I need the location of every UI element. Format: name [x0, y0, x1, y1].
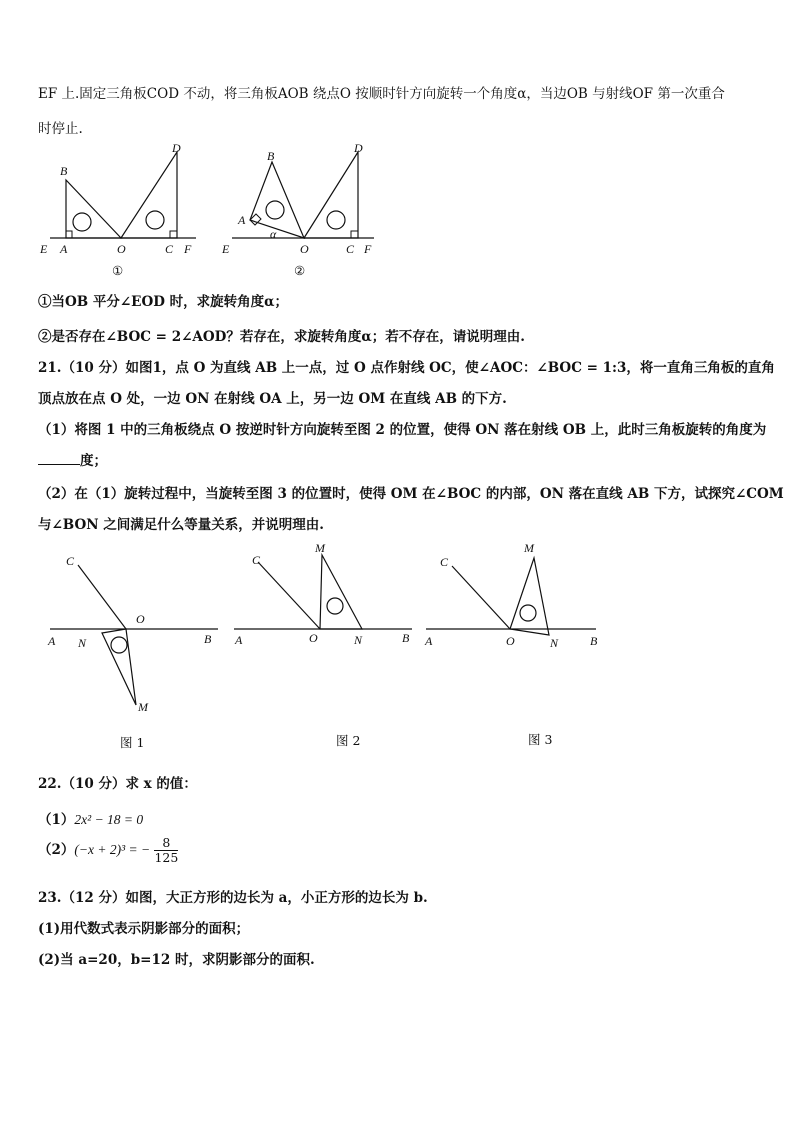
fig-c-label-o: O [506, 634, 515, 648]
q22-part2-label: （2） [38, 842, 75, 858]
q21-figure-3 [424, 540, 609, 750]
fig-c-label-m: M [524, 541, 534, 555]
fig1-label-a: A [60, 242, 68, 256]
fig1-label-d: D [172, 141, 181, 155]
q21-part1-text: （1）将图 1 中的三角板绕点 O 按逆时针方向旋转至图 2 的位置，使得 ON 落在射线 OB 上，此时三角板旋转的角度为 [38, 422, 767, 438]
q21-part1-unit: 度； [80, 453, 107, 469]
q21-line1: 21.（10 分）如图1，点 O 为直线 AB 上一点，过 O 点作射线 OC，使∠AOC：∠BOC = 1:3，将一直角三角板的直角 [38, 360, 775, 376]
fig2-label-o: O [300, 242, 309, 256]
q21-part2-text2: 与∠BON 之间满足什么等量关系，并说明理由. [38, 517, 324, 533]
fig-b-label-m: M [315, 541, 325, 555]
q20-figure-1 [36, 140, 206, 280]
q22-part2-lhs: (−x + 2)³ = − [74, 842, 151, 857]
fig2-label-d: D [354, 141, 363, 155]
fig-a-label-o: O [136, 612, 145, 626]
q22-stem: 22.（10 分）求 x 的值： [38, 776, 197, 792]
q21-figure-2 [232, 540, 417, 750]
answer-blank[interactable] [38, 452, 80, 465]
fig1-label-f: F [184, 242, 192, 256]
q20-text-line1: EF 上.固定三角板COD 不动，将三角板AOB 绕点O 按顺时针方向旋转一个角度α，当边OB 与射线OF 第一次重合 [38, 86, 725, 102]
fig-c-label-c: C [440, 555, 449, 569]
q20-sub1: ①当OB 平分∠EOD 时，求旋转角度α； [38, 294, 289, 310]
fraction-denominator: 125 [154, 850, 179, 865]
fig-b-label-b: B [402, 631, 410, 645]
fig-b-label-c: C [252, 553, 261, 567]
q20-sub2: ②是否存在∠BOC = 2∠AOD？若存在，求旋转角度α；若不存在，请说明理由. [38, 329, 525, 345]
fig2-label-b: B [267, 149, 275, 163]
fig-c-label-n: N [550, 636, 559, 650]
fig-b-label-o: O [309, 631, 318, 645]
q23-part1: (1)用代数式表示阴影部分的面积； [38, 921, 250, 937]
q21-part1-answer-line [38, 449, 107, 469]
fig-a-label-c: C [66, 554, 75, 568]
fig-c-label-a: A [425, 634, 433, 648]
fig1-label-o: O [117, 242, 126, 256]
fig1-label-b: B [60, 164, 68, 178]
fig2-label-c: C [346, 242, 355, 256]
fig2-caption: ② [294, 263, 306, 278]
fraction-numerator: 8 [154, 836, 178, 851]
q21-line2: 顶点放在点 O 处，一边 ON 在射线 OA 上，另一边 OM 在直线 AB 的下方. [38, 391, 507, 407]
fig-a-label-m: M [138, 700, 148, 714]
fig-a-label-a: A [48, 634, 56, 648]
q22-part1 [38, 808, 143, 828]
fig-a-caption: 图 1 [120, 735, 145, 750]
fig-a-label-n: N [78, 636, 87, 650]
fig2-label-e: E [222, 242, 230, 256]
q21-part2-text1: （2）在（1）旋转过程中，当旋转至图 3 的位置时，使得 OM 在∠BOC 的内部，ON 落在直线 AB 下方，试探究∠COM [38, 486, 784, 502]
fig1-caption: ① [112, 263, 124, 278]
q20-figure-2 [218, 140, 388, 280]
q22-part1-label: （1） [38, 812, 75, 828]
q20-text-line2: 时停止. [38, 121, 83, 137]
fig1-label-e: E [40, 242, 48, 256]
fig-c-label-b: B [590, 634, 598, 648]
fig-b-label-n: N [354, 633, 363, 647]
q22-part2 [38, 836, 178, 865]
fig1-label-c: C [165, 242, 174, 256]
fig-a-label-b: B [204, 632, 212, 646]
q23-stem: 23.（12 分）如图，大正方形的边长为 a，小正方形的边长为 b. [38, 890, 428, 906]
fig2-label-f: F [364, 242, 372, 256]
fig-b-caption: 图 2 [336, 733, 361, 748]
q22-part2-fraction [154, 836, 178, 865]
fig2-label-a: A [238, 213, 246, 227]
q22-part1-expression: 2x² − 18 = 0 [74, 812, 144, 827]
fig2-label-alpha: α [270, 227, 277, 241]
fig-b-label-a: A [235, 633, 243, 647]
q21-figure-1 [40, 545, 220, 755]
q23-part2: (2)当 a=20，b=12 时，求阴影部分的面积. [38, 952, 315, 968]
fig-c-caption: 图 3 [528, 732, 553, 747]
